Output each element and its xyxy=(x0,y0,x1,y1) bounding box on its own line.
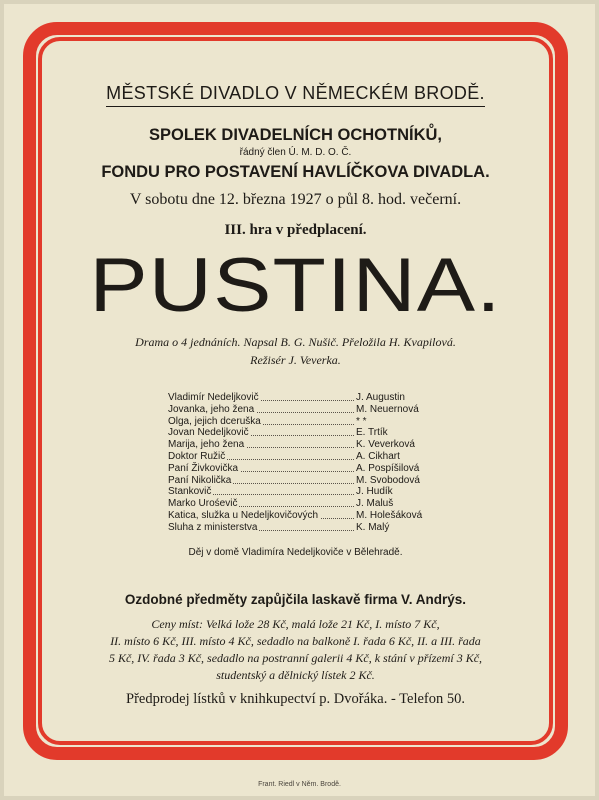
cast-role: Stankovič xyxy=(168,486,212,498)
cast-actor: M. Neuernová xyxy=(356,403,419,415)
poster-sheet xyxy=(4,4,595,796)
drama-credits: Drama o 4 jednáních. Napsal B. G. Nušič. Přeložila H. Kvapilová. xyxy=(135,335,456,349)
theatre-name: MĚSTSKÉ DIVADLO V NĚMECKÉM BRODĚ. xyxy=(42,83,549,107)
cast-row xyxy=(168,439,428,451)
cast-row xyxy=(168,392,428,404)
cast-role: Katica, služka u Nedeljkovičových xyxy=(168,509,319,521)
cast-row xyxy=(168,475,428,487)
cast-row xyxy=(168,486,428,498)
cast-role: Paní Živkovička xyxy=(168,462,239,474)
price-line: II. místo 6 Kč, III. místo 4 Kč, sedadlo na balkoně I. řada 6 Kč, II. a III. řada xyxy=(110,634,481,648)
cast-role: Sluha z ministerstva xyxy=(168,521,258,533)
props-credit: Ozdobné předměty zapůjčila laskavě firma V. Andrýs. xyxy=(124,592,467,607)
poster-content xyxy=(42,41,549,741)
cast-actor: J. Hudík xyxy=(356,486,393,498)
director-credit: Režisér J. Veverka. xyxy=(250,353,341,367)
cast-role: Paní Nikolička xyxy=(168,474,232,486)
cast-role: Marko Urośevič xyxy=(168,498,238,510)
cast-actor: M. Holešáková xyxy=(356,509,423,521)
setting-note: Děj v domě Vladimíra Nedeljkoviče v Bělehradě. xyxy=(188,547,403,558)
price-line: 5 Kč, IV. řada 3 Kč, sedadlo na postranní galerii 4 Kč, k stání v přízemí 3 Kč, xyxy=(108,651,483,665)
cast-row xyxy=(168,451,428,463)
cast-role: Jovanka, jeho žena xyxy=(168,403,255,415)
play-title: PUSTINA. xyxy=(89,243,502,328)
cast-actor: E. Trtík xyxy=(356,427,388,439)
cast-row xyxy=(168,404,428,416)
printer-credit: Frant. Riedl v Něm. Brodě. xyxy=(258,781,341,788)
membership-note: řádný člen Ú. M. D. O. Č. xyxy=(239,147,352,158)
society-name: SPOLEK DIVADELNÍCH OCHOTNÍKŮ, xyxy=(148,126,443,144)
cast-row xyxy=(168,416,428,428)
subscription-note: III. hra v předplacení. xyxy=(224,222,367,238)
cast-row xyxy=(168,522,428,534)
presale-info: Předprodej lístků v knihkupectví p. Dvořáka. - Telefon 50. xyxy=(126,691,465,707)
performance-date: V sobotu dne 12. března 1927 o půl 8. hod. večerní. xyxy=(129,191,462,208)
cast-row xyxy=(168,498,428,510)
cast-role: Marija, jeho žena xyxy=(168,439,245,451)
cast-actor: J. Augustin xyxy=(356,392,405,403)
cast-actor: J. Maluš xyxy=(356,498,394,510)
cast-role: Olga, jejich dceruška xyxy=(168,415,261,427)
price-line: Ceny míst: Velká lože 28 Kč, malá lože 21 Kč, I. místo 7 Kč, xyxy=(151,617,440,631)
price-line: studentský a dělnický lístek 2 Kč. xyxy=(216,668,375,682)
cast-actor: * * xyxy=(356,415,367,427)
cast-role: Jovan Nedeljkovič xyxy=(168,427,249,439)
cast-list xyxy=(168,392,428,534)
cast-role: Vladimír Nedeljkovič xyxy=(168,392,259,403)
cast-actor: M. Svobodová xyxy=(356,474,420,486)
cast-row xyxy=(168,510,428,522)
cast-role: Doktor Ružič xyxy=(168,450,226,462)
cast-actor: A. Cikhart xyxy=(356,450,400,462)
cast-row xyxy=(168,463,428,475)
cast-actor: A. Pospíšilová xyxy=(356,462,420,474)
cast-actor: K. Veverková xyxy=(356,439,415,451)
ticket-prices xyxy=(72,616,519,684)
fund-name: FONDU PRO POSTAVENÍ HAVLÍČKOVA DIVADLA. xyxy=(101,163,490,181)
cast-row xyxy=(168,427,428,439)
cast-actor: K. Malý xyxy=(356,521,390,533)
